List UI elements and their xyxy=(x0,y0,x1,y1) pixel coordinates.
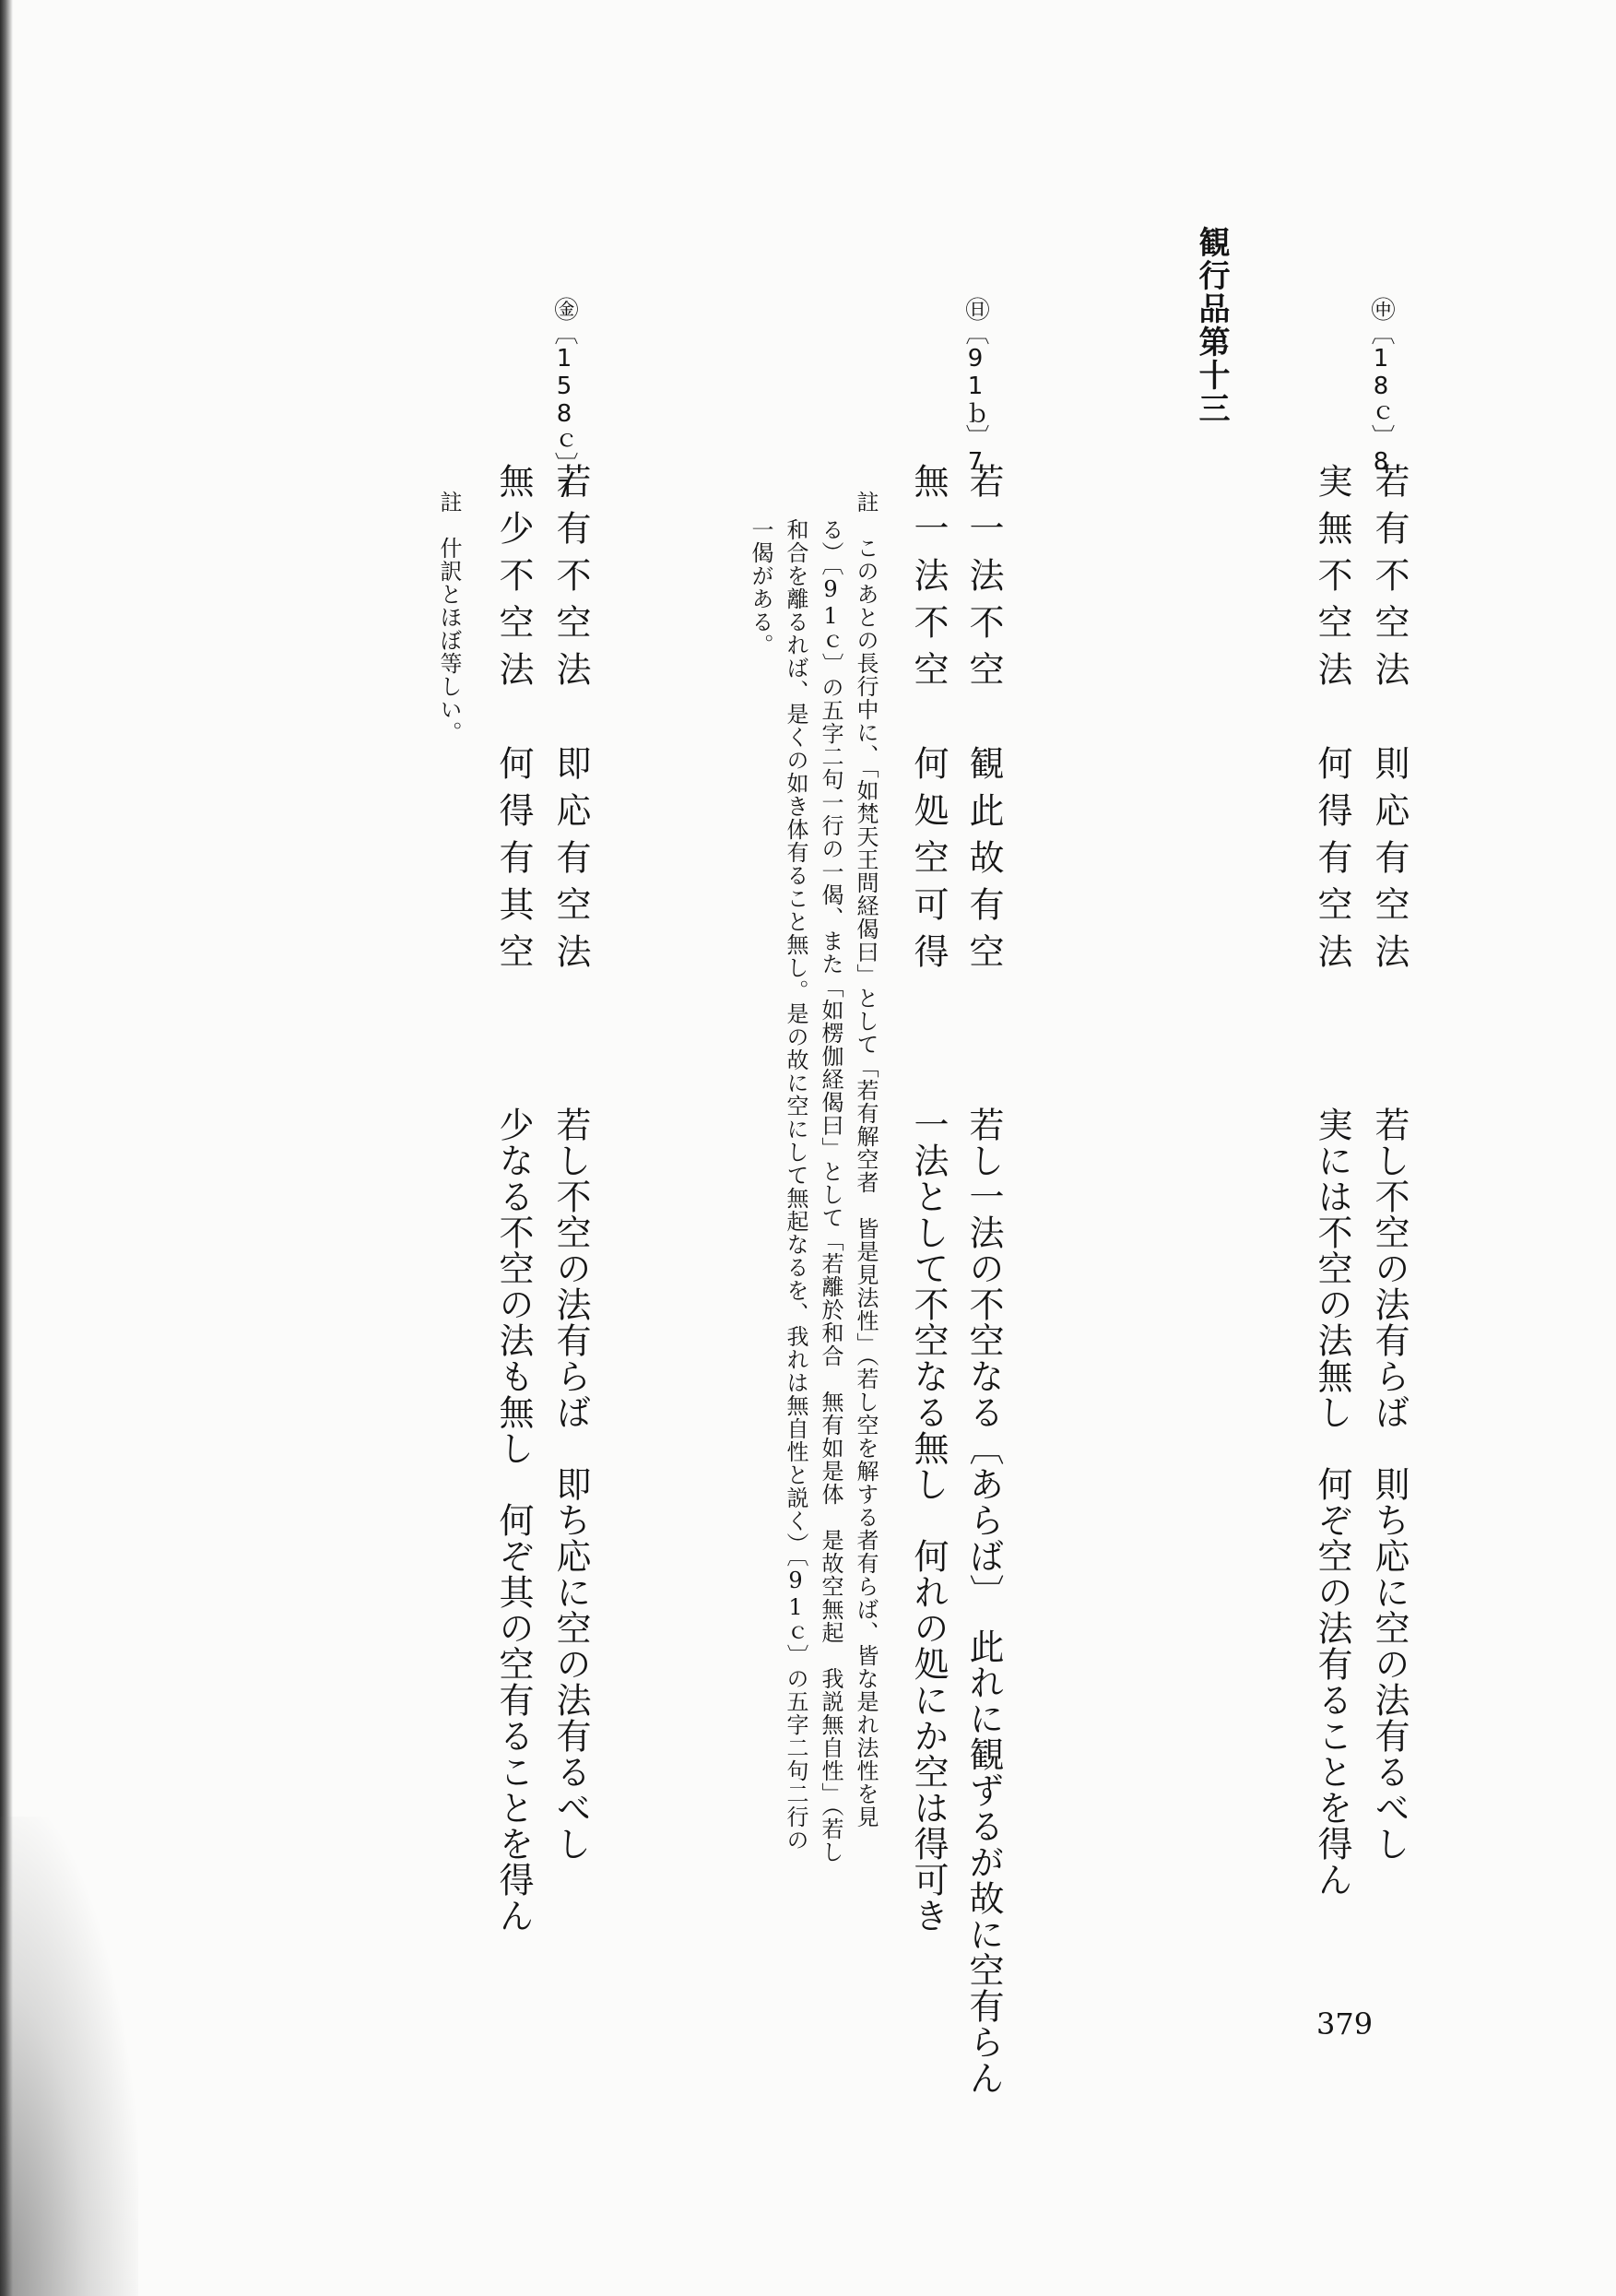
scan-corner-smudge xyxy=(0,1817,138,2296)
verse-1-original-line-1: 若有不空法 則応有空法 xyxy=(1369,463,1410,980)
verse-2-note-line-3: 和合を離るれば、是くの如き体有ること無し。是の故に空にして無起なるを、我れは無自性と説く）〔91ｃ〕の五字二句二行の xyxy=(783,518,808,1852)
verse-1-original-line-2: 実無不空法 何得有空法 xyxy=(1312,463,1352,980)
verse-2-note-line-2: る）〔91ｃ〕の五字二句一行の一偈、また「如楞伽経偈曰」として「若離於和合 無有如是体 是故空無起 我説無自性」（若し xyxy=(818,518,843,1864)
verse-3-translation-line-2: 少なる不空の法も無し 何ぞ其の空有ることを得ん xyxy=(493,1107,534,1934)
verse-2-note-line-1: 註 このあとの長行中に、「如梵天王問経偈曰」として「若有解空者 皆是見法性」（若し空を解する者有らば、皆な是れ法性を見 xyxy=(853,491,879,1829)
verse-3-original-line-2: 無少不空法 何得有其空 xyxy=(493,463,534,980)
verse-1-translation-line-1: 若し不空の法有らば 則ち応に空の法有るべし xyxy=(1369,1107,1410,1862)
verse-2-translation-line-2: 一法として不空なる無し 何れの処にか空は得可き xyxy=(908,1107,949,1934)
verse-2-original-line-2: 無一法不空 何処空可得 xyxy=(908,463,949,980)
verse-3-marker: ㊎〔158ｃ〕7 xyxy=(550,297,578,503)
running-head: 観行品第十三 xyxy=(1193,226,1230,425)
verse-3-translation-line-1: 若し不空の法有らば 即ち応に空の法有るべし xyxy=(550,1107,591,1862)
verse-1-marker: ㊥〔18ｃ〕8 xyxy=(1367,297,1395,476)
verse-2-original-line-1: 若一法不空 観此故有空 xyxy=(963,463,1004,980)
page-number: 379 xyxy=(1316,2006,1374,2042)
verse-2-translation-line-1: 若し一法の不空なる〔あらば〕 此れに観ずるが故に空有らん xyxy=(963,1107,1004,2096)
verse-3-note-line-1: 註 什訳とほぼ等しい。 xyxy=(436,491,462,744)
verse-2-marker: ㊐〔91ｂ〕7 xyxy=(961,297,989,476)
verse-2-note-line-4: 一偈がある。 xyxy=(748,518,773,657)
verse-3-original-line-1: 若有不空法 即応有空法 xyxy=(550,463,591,980)
verse-1-translation-line-2: 実には不空の法無し 何ぞ空の法有ることを得ん xyxy=(1312,1107,1352,1898)
